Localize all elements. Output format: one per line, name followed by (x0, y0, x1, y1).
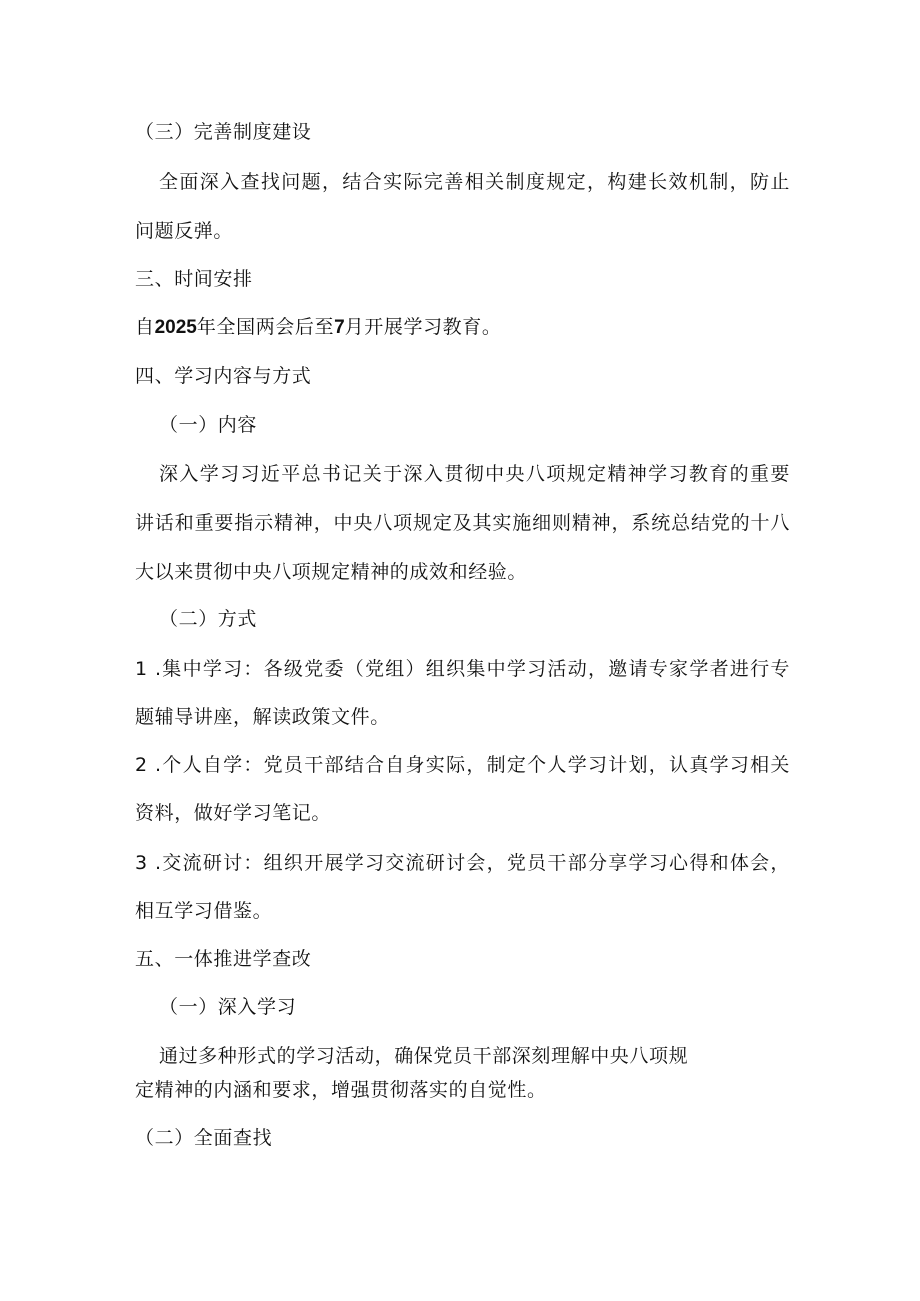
paragraph-line: 问题反弹。 (135, 220, 234, 242)
text-run: 自 (135, 316, 155, 338)
heading-integrated-advance: 五、一体推进学查改 (135, 948, 312, 970)
paragraph-line: 全面深入查找问题，结合实际完善相关制度规定，构建长效机制，防止 (159, 171, 790, 193)
schedule-paragraph (0, 314, 920, 341)
paragraph-line: 通过多种形式的学习活动，确保党员干部深刻理解中央八项规 (159, 1045, 689, 1067)
paragraph-line: 定精神的内涵和要求，增强贯彻落实的自觉性。 (135, 1079, 547, 1101)
paragraph-line: 讲话和重要指示精神，中央八项规定及其实施细则精神，系统总结党的十八 (135, 512, 790, 534)
list-item-line: 题辅导讲座，解读政策文件。 (135, 706, 390, 728)
subheading-deep-study: （一）深入学习 (159, 996, 297, 1018)
subheading-comprehensive-search: （二）全面查找 (135, 1127, 273, 1149)
paragraph-line: 大以来贯彻中央八项规定精神的成效和经验。 (135, 561, 528, 583)
subheading-content: （一）内容 (159, 414, 258, 436)
list-item-line: 资料，做好学习笔记。 (135, 802, 332, 824)
month-number: 7 (334, 317, 345, 338)
year-number: 2025 (154, 317, 197, 338)
subheading-method: （二）方式 (159, 608, 258, 630)
text-run: 月开展学习教育。 (344, 316, 502, 338)
list-item-line: 3 .交流研讨：组织开展学习交流研讨会，党员干部分享学习心得和体会， (135, 852, 790, 874)
heading-content-method: 四、学习内容与方式 (135, 365, 312, 387)
text-run: 年全国两会后至 (196, 316, 335, 338)
heading-schedule: 三、时间安排 (135, 268, 253, 290)
paragraph-line: 深入学习习近平总书记关于深入贯彻中央八项规定精神学习教育的重要 (159, 463, 790, 485)
list-item-line: 2 .个人自学：党员干部结合自身实际，制定个人学习计划，认真学习相关 (135, 754, 790, 776)
subheading-improve-system: （三）完善制度建设 (135, 121, 312, 143)
list-item-line: 相互学习借鉴。 (135, 900, 273, 922)
list-item-line: 1 .集中学习：各级党委（党组）组织集中学习活动，邀请专家学者进行专 (135, 658, 790, 680)
